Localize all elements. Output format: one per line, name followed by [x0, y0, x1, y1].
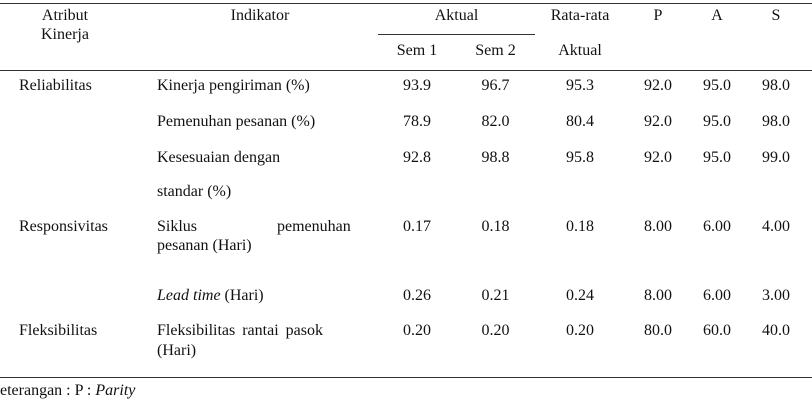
aktual-rule: [378, 34, 535, 35]
cell-s: 98.0: [762, 77, 790, 94]
atribut-fleksibilitas: Fleksibilitas: [19, 322, 98, 339]
cell-sem2: 98.8: [481, 149, 510, 166]
cell-rata: 0.24: [566, 287, 594, 304]
indikator-cell-line1: Fleksibilitas rantai pasok: [157, 322, 323, 339]
cell-a: 60.0: [703, 322, 731, 339]
header-aktual: Aktual: [434, 7, 479, 24]
cell-rata: 95.8: [566, 149, 594, 166]
atribut-responsivitas: Responsivitas: [19, 218, 108, 235]
cell-p: 92.0: [644, 113, 672, 130]
cell-s: 99.0: [762, 149, 790, 166]
top-rule: [0, 3, 812, 4]
cell-rata: 0.18: [566, 218, 594, 235]
indikator-cell-line1: Kesesuaian dengan: [157, 149, 281, 166]
cell-a: 6.00: [703, 218, 731, 235]
header-atribut-line2: Kinerja: [41, 26, 89, 43]
indikator-cell: [157, 287, 264, 305]
cell-sem1: 0.17: [403, 218, 431, 235]
cell-sem2: 96.7: [481, 77, 510, 94]
header-sem2: Sem 2: [475, 42, 516, 59]
indikator-cell-word1: Siklus: [157, 218, 198, 235]
cell-rata: 95.3: [566, 77, 594, 94]
cell-sem2: 82.0: [481, 113, 510, 130]
indikator-cell: Pemenuhan pesanan (%): [157, 113, 316, 130]
cell-s: 98.0: [762, 113, 790, 130]
cell-rata: 80.4: [566, 113, 594, 130]
cell-p: 8.00: [644, 218, 672, 235]
cell-p: 8.00: [644, 287, 672, 304]
cell-s: 3.00: [762, 287, 790, 304]
cell-sem1: 78.9: [403, 113, 431, 130]
atribut-reliabilitas: Reliabilitas: [19, 77, 92, 94]
header-indikator: Indikator: [230, 7, 290, 24]
indikator-cell-word2: pemenuhan: [277, 218, 351, 235]
indikator-cell-line2: (Hari): [157, 342, 197, 359]
indikator-cell-line2: pesanan (Hari): [157, 237, 252, 254]
footnote-parity: Parity: [95, 382, 136, 399]
cell-sem2: 0.18: [481, 218, 510, 235]
indikator-cell-line2: standar (%): [157, 183, 232, 200]
footnote: [0, 382, 135, 400]
cell-a: 95.0: [703, 77, 731, 94]
cell-s: 4.00: [762, 218, 790, 235]
cell-a: 95.0: [703, 149, 731, 166]
cell-a: 95.0: [703, 113, 731, 130]
cell-p: 80.0: [644, 322, 672, 339]
table-bottom-rule: [0, 377, 812, 378]
cell-a: 6.00: [703, 287, 731, 304]
indikator-italic: Lead time: [157, 287, 221, 304]
cell-rata: 0.20: [566, 322, 594, 339]
header-a: A: [711, 7, 723, 24]
header-rata-line2: Aktual: [558, 42, 602, 59]
footnote-prefix: eterangan : P :: [0, 382, 96, 399]
cell-sem1: 92.8: [403, 149, 431, 166]
header-atribut-line1: Atribut: [41, 7, 89, 24]
cell-sem1: 93.9: [403, 77, 431, 94]
cell-sem1: 0.26: [403, 287, 431, 304]
header-rata-line1: Rata-rata: [550, 7, 610, 24]
header-sem1: Sem 1: [396, 42, 438, 59]
header-p: P: [653, 7, 663, 24]
cell-p: 92.0: [644, 77, 672, 94]
header-bottom-rule: [0, 70, 812, 71]
header-s: S: [771, 7, 781, 24]
cell-p: 92.0: [644, 149, 672, 166]
cell-sem2: 0.21: [481, 287, 510, 304]
cell-sem1: 0.20: [403, 322, 431, 339]
indikator-cell: Kinerja pengiriman (%): [157, 77, 310, 94]
cell-s: 40.0: [762, 322, 790, 339]
indikator-rest: (Hari): [220, 287, 264, 304]
cell-sem2: 0.20: [481, 322, 510, 339]
